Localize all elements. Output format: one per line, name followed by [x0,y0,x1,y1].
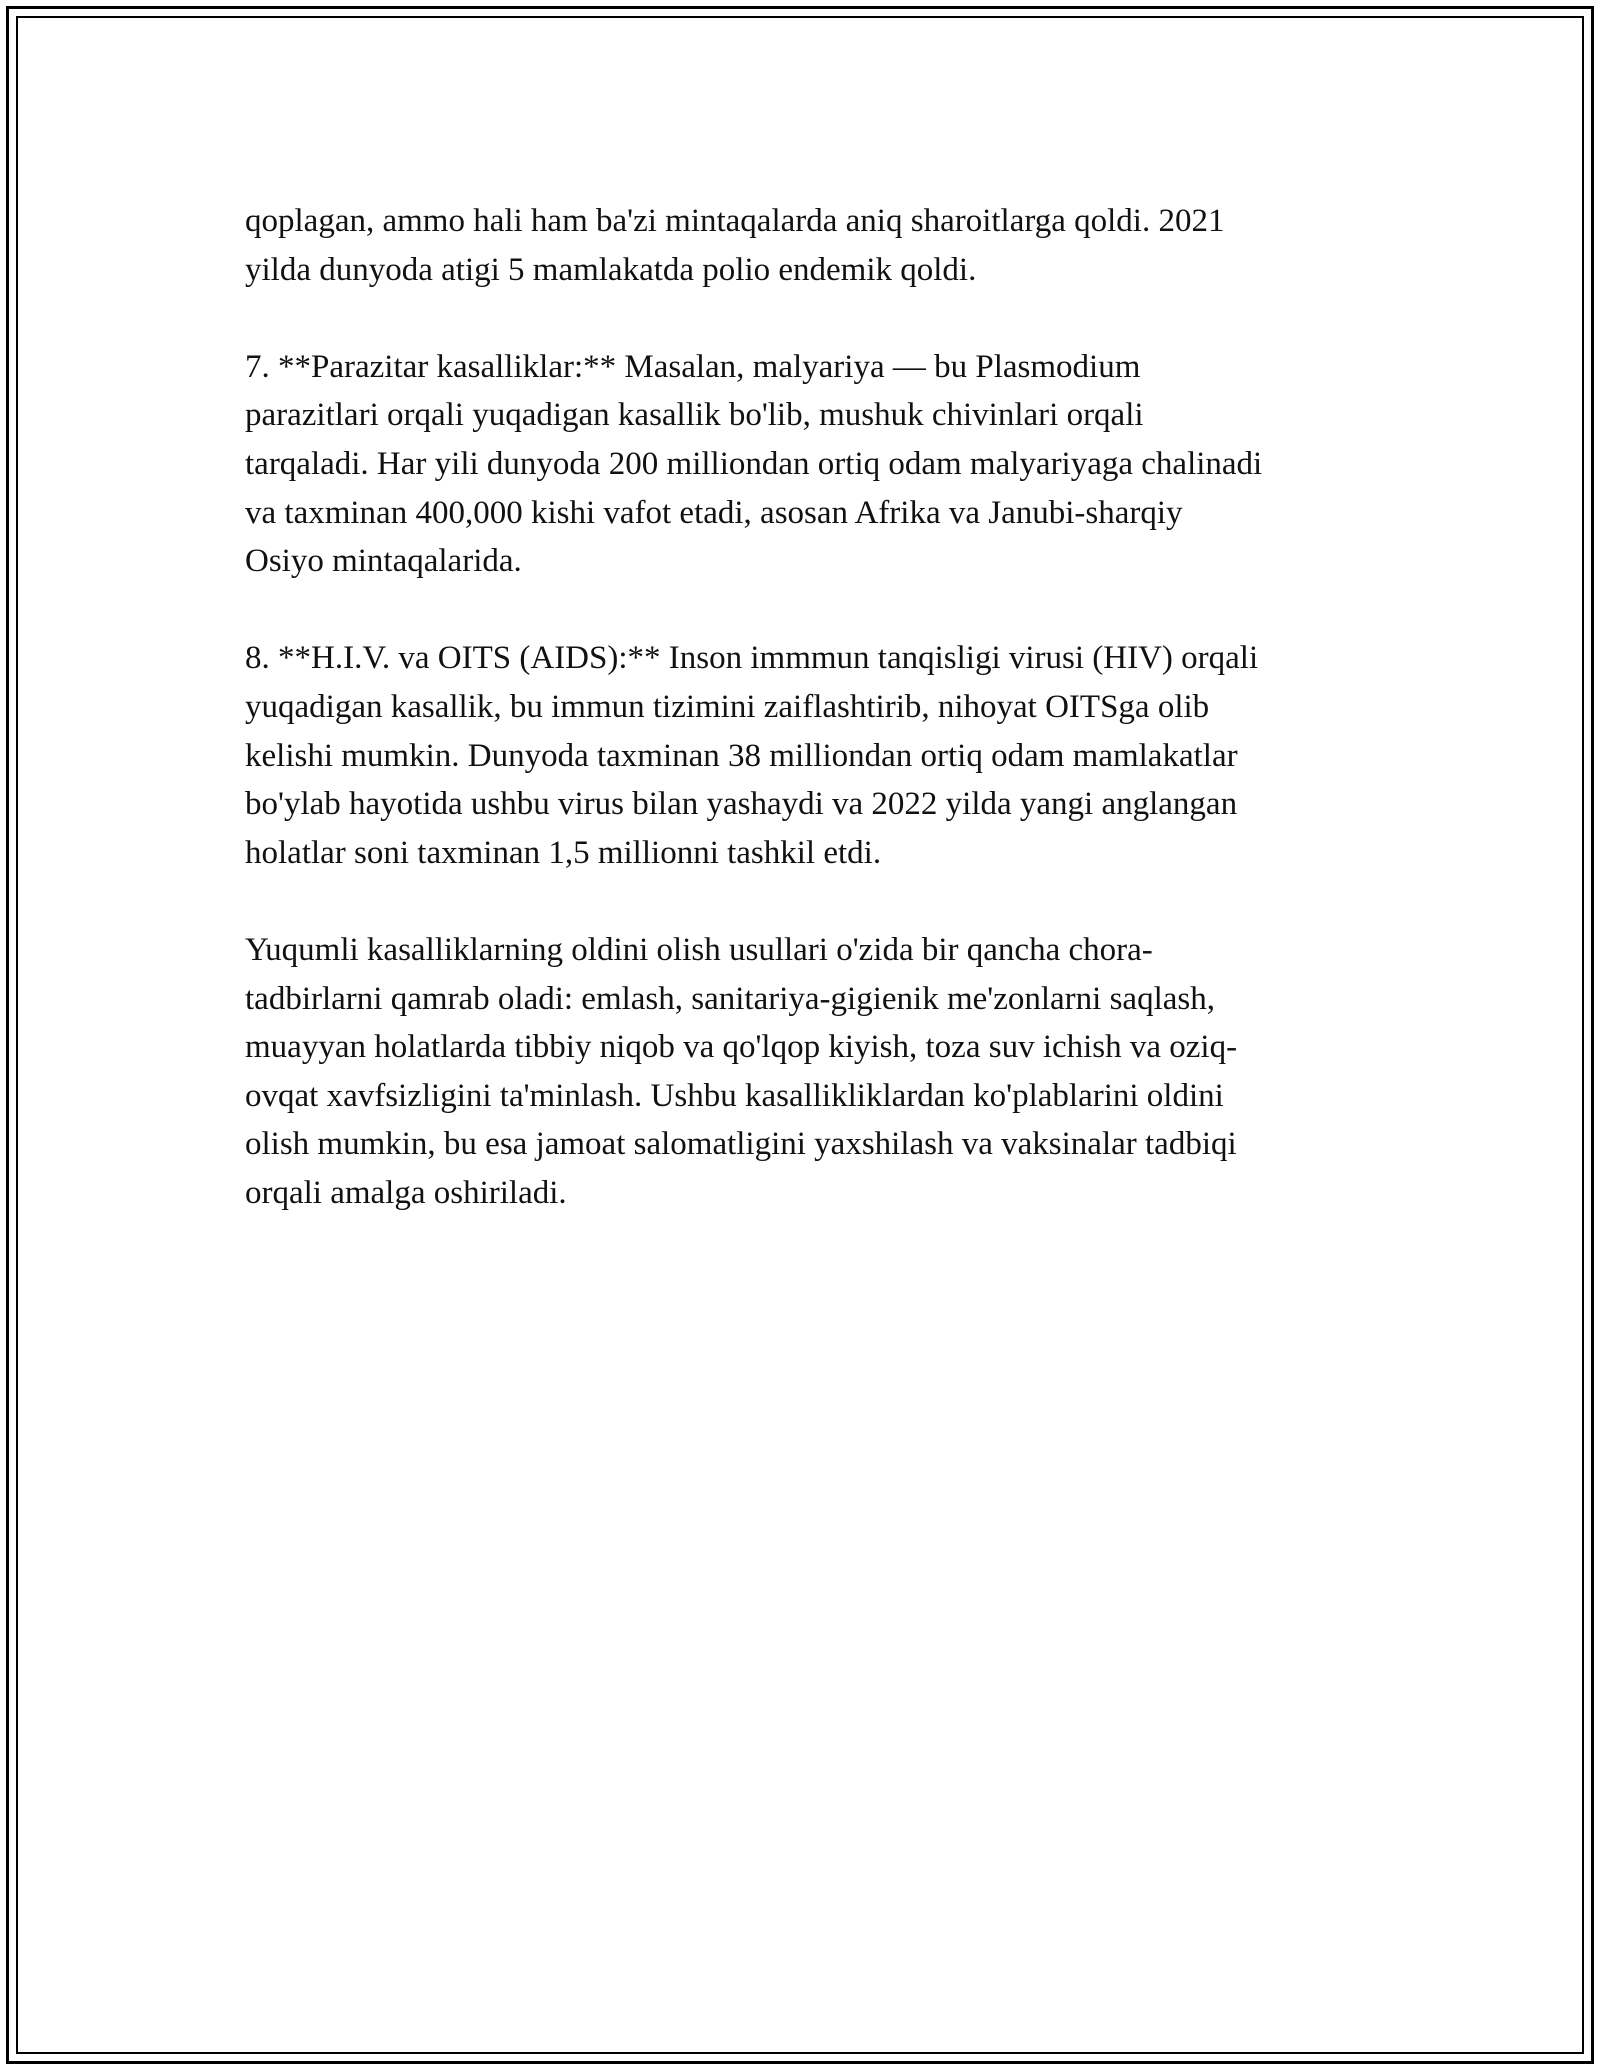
document-body [245,197,1385,1266]
paragraph-hiv-aids: 8. **H.I.V. va OITS (AIDS):** Inson immmun tanqisligi virusi (HIV) orqali yuqadigan kasallik, bu immun tizimini zaiflashtirib, nihoyat OITSga olib kelishi mumkin. Dunyoda taxminan 38 milliondan ortiq odam mamlakatlar bo'ylab hayotida ushbu virus bilan yashaydi va 2022 yilda yangi anglangan holatlar soni taxminan 1,5 millionni tashkil etdi. [245,640,1259,871]
paragraph-prevention: Yuqumli kasalliklarning oldini olish usullari o'zida bir qancha chora- tadbirlarni qamrab oladi: emlash, sanitariya-gigienik me'zonlarni saqlash, muayyan holatlarda tibbiy niqob va qo'lqop kiyish, toza suv ichish va oziq- ovqat xavfsizligini ta'minlash. Ushbu kasallikliklardan ko'plablarini oldini olish mumkin, bu esa jamoat salomatligini yaxshilash va vaksinalar tadbiqi orqali amalga oshiriladi. [245,931,1238,1211]
paragraph-polio-continuation: qoplagan, ammo hali ham ba'zi mintaqalarda aniq sharoitlarga qoldi. 2021 yilda dunyoda atigi 5 mamlakatda polio endemik qoldi. [245,203,1225,288]
document-page [6,6,1594,2064]
paragraph-parasitic-diseases: 7. **Parazitar kasalliklar:** Masalan, malyariya — bu Plasmodium parazitlari orqali yuqadigan kasallik bo'lib, mushuk chivinlari orqali tarqaladi. Har yili dunyoda 200 milliondan ortiq odam malyariyaga chalinadi va taxminan 400,000 kishi vafot etadi, asosan Afrika va Janubi-sharqiy Osiyo mintaqalarida. [245,348,1263,580]
